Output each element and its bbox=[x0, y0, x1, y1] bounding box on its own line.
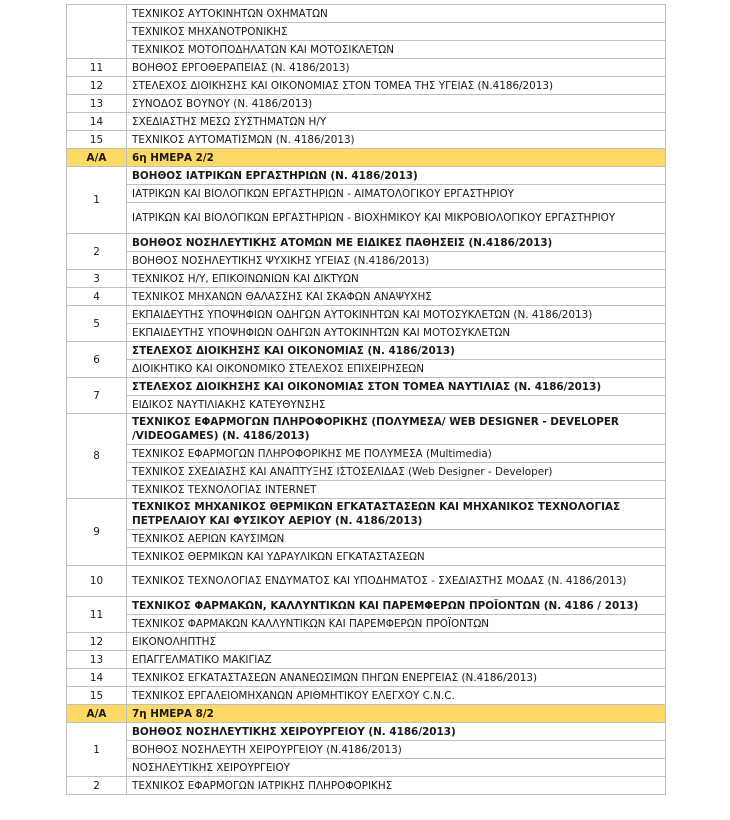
table-row bbox=[67, 41, 666, 59]
specialty-name: ΤΕΧΝΙΚΟΣ ΜΟΤΟΠΟΔΗΛΑΤΩΝ ΚΑΙ ΜΟΤΟΣΙΚΛΕΤΩΝ bbox=[127, 41, 666, 59]
row-number: 2 bbox=[67, 234, 127, 270]
table-row bbox=[67, 548, 666, 566]
table-row bbox=[67, 566, 666, 597]
table-row bbox=[67, 414, 666, 445]
table-row bbox=[67, 131, 666, 149]
table-row bbox=[67, 203, 666, 234]
table-row bbox=[67, 759, 666, 777]
row-number: 5 bbox=[67, 306, 127, 342]
row-number: 3 bbox=[67, 270, 127, 288]
specialty-name: ΒΟΗΘΟΣ ΕΡΓΟΘΕΡΑΠΕΙΑΣ (Ν. 4186/2013) bbox=[127, 59, 666, 77]
row-number: 13 bbox=[67, 651, 127, 669]
specialty-name: ΤΕΧΝΙΚΟΣ ΤΕΧΝΟΛΟΓΙΑΣ ΕΝΔΥΜΑΤΟΣ ΚΑΙ ΥΠΟΔΗΜΑΤΟΣ - ΣΧΕΔΙΑΣΤΗΣ ΜΟΔΑΣ (Ν. 4186/2013) bbox=[127, 566, 666, 597]
table-row bbox=[67, 615, 666, 633]
table-row bbox=[67, 288, 666, 306]
specialty-name: ΕΙΔΙΚΟΣ ΝΑΥΤΙΛΙΑΚΗΣ ΚΑΤΕΥΘΥΝΣΗΣ bbox=[127, 396, 666, 414]
row-number: 8 bbox=[67, 414, 127, 499]
row-number: 11 bbox=[67, 59, 127, 77]
specialty-title: ΣΤΕΛΕΧΟΣ ΔΙΟΙΚΗΣΗΣ ΚΑΙ ΟΙΚΟΝΟΜΙΑΣ (Ν. 4186/2013) bbox=[127, 342, 666, 360]
row-number: 7 bbox=[67, 378, 127, 414]
row-number: 13 bbox=[67, 95, 127, 113]
table-row bbox=[67, 342, 666, 360]
specialty-name: ΣΤΕΛΕΧΟΣ ΔΙΟΙΚΗΣΗΣ ΚΑΙ ΟΙΚΟΝΟΜΙΑΣ ΣΤΟΝ ΤΟΜΕΑ ΤΗΣ ΥΓΕΙΑΣ (Ν.4186/2013) bbox=[127, 77, 666, 95]
row-number: 2 bbox=[67, 777, 127, 795]
specialty-name: ΒΟΗΘΟΣ ΝΟΣΗΛΕΥΤΙΚΗΣ ΨΥΧΙΚΗΣ ΥΓΕΙΑΣ (Ν.4186/2013) bbox=[127, 252, 666, 270]
day-header-row bbox=[67, 705, 666, 723]
day-title: 7η ΗΜΕΡΑ 8/2 bbox=[127, 705, 666, 723]
table-row bbox=[67, 324, 666, 342]
specialty-name: ΤΕΧΝΙΚΟΣ ΦΑΡΜΑΚΩΝ ΚΑΛΛΥΝΤΙΚΩΝ ΚΑΙ ΠΑΡΕΜΦΕΡΩΝ ΠΡΟΪΟΝΤΩΝ bbox=[127, 615, 666, 633]
row-number: 15 bbox=[67, 687, 127, 705]
table-row bbox=[67, 499, 666, 530]
specialty-name: ΕΚΠΑΙΔΕΥΤΗΣ ΥΠΟΨΗΦΙΩΝ ΟΔΗΓΩΝ ΑΥΤΟΚΙΝΗΤΩΝ ΚΑΙ ΜΟΤΟΣΥΚΛΕΤΩΝ bbox=[127, 324, 666, 342]
specialty-name: ΣΥΝΟΔΟΣ ΒΟΥΝΟΥ (Ν. 4186/2013) bbox=[127, 95, 666, 113]
specialty-title: ΤΕΧΝΙΚΟΣ ΦΑΡΜΑΚΩΝ, ΚΑΛΛΥΝΤΙΚΩΝ ΚΑΙ ΠΑΡΕΜΦΕΡΩΝ ΠΡΟΪΟΝΤΩΝ (Ν. 4186 / 2013) bbox=[127, 597, 666, 615]
specialty-name: ΤΕΧΝΙΚΟΣ ΤΕΧΝΟΛΟΓΙΑΣ INTERNET bbox=[127, 481, 666, 499]
table-row bbox=[67, 167, 666, 185]
row-number: 12 bbox=[67, 633, 127, 651]
specialty-name: ΤΕΧΝΙΚΟΣ ΣΧΕΔΙΑΣΗΣ ΚΑΙ ΑΝΑΠΤΥΞΗΣ ΙΣΤΟΣΕΛΙΔΑΣ (Web Designer - Developer) bbox=[127, 463, 666, 481]
day-header-row bbox=[67, 149, 666, 167]
row-number: 11 bbox=[67, 597, 127, 633]
specialties-table bbox=[66, 4, 666, 795]
specialty-name: ΤΕΧΝΙΚΟΣ ΑΥΤΟΜΑΤΙΣΜΩΝ (Ν. 4186/2013) bbox=[127, 131, 666, 149]
row-number: 1 bbox=[67, 723, 127, 777]
specialty-title: ΣΤΕΛΕΧΟΣ ΔΙΟΙΚΗΣΗΣ ΚΑΙ ΟΙΚΟΝΟΜΙΑΣ ΣΤΟΝ ΤΟΜΕΑ ΝΑΥΤΙΛΙΑΣ (Ν. 4186/2013) bbox=[127, 378, 666, 396]
row-number bbox=[67, 5, 127, 59]
table-row bbox=[67, 633, 666, 651]
specialty-name: ΝΟΣΗΛΕΥΤΙΚΗΣ ΧΕΙΡΟΥΡΓΕΙΟΥ bbox=[127, 759, 666, 777]
aa-header: Α/Α bbox=[67, 149, 127, 167]
row-number: 10 bbox=[67, 566, 127, 597]
row-number: 9 bbox=[67, 499, 127, 566]
table-row bbox=[67, 597, 666, 615]
table-row bbox=[67, 234, 666, 252]
specialty-title: ΒΟΗΘΟΣ ΝΟΣΗΛΕΥΤΙΚΗΣ ΧΕΙΡΟΥΡΓΕΙΟΥ (Ν. 4186/2013) bbox=[127, 723, 666, 741]
table-row bbox=[67, 396, 666, 414]
specialty-name: ΤΕΧΝΙΚΟΣ ΜΗΧΑΝΩΝ ΘΑΛΑΣΣΗΣ ΚΑΙ ΣΚΑΦΩΝ ΑΝΑΨΥΧΗΣ bbox=[127, 288, 666, 306]
row-number: 14 bbox=[67, 669, 127, 687]
specialty-title: ΤΕΧΝΙΚΟΣ ΕΦΑΡΜΟΓΩΝ ΠΛΗΡΟΦΟΡΙΚΗΣ (ΠΟΛΥΜΕΣΑ/ WEB DESIGNER - DEVELOPER /VIDEOGAMES) (Ν. 4186/2013) bbox=[127, 414, 666, 445]
specialty-name: ΤΕΧΝΙΚΟΣ ΕΦΑΡΜΟΓΩΝ ΠΛΗΡΟΦΟΡΙΚΗΣ ΜΕ ΠΟΛΥΜΕΣΑ (Multimedia) bbox=[127, 445, 666, 463]
table-row bbox=[67, 252, 666, 270]
table-row bbox=[67, 23, 666, 41]
specialty-name: ΙΑΤΡΙΚΩΝ ΚΑΙ ΒΙΟΛΟΓΙΚΩΝ ΕΡΓΑΣΤΗΡΙΩΝ - ΒΙΟΧΗΜΙΚΟΥ ΚΑΙ ΜΙΚΡΟΒΙΟΛΟΓΙΚΟΥ ΕΡΓΑΣΤΗΡΙΟΥ bbox=[127, 203, 666, 234]
row-number: 1 bbox=[67, 167, 127, 234]
specialty-title: ΒΟΗΘΟΣ ΝΟΣΗΛΕΥΤΙΚΗΣ ΑΤΟΜΩΝ ΜΕ ΕΙΔΙΚΕΣ ΠΑΘΗΣΕΙΣ (Ν.4186/2013) bbox=[127, 234, 666, 252]
table-row bbox=[67, 777, 666, 795]
table-row bbox=[67, 481, 666, 499]
specialty-name: ΙΑΤΡΙΚΩΝ ΚΑΙ ΒΙΟΛΟΓΙΚΩΝ ΕΡΓΑΣΤΗΡΙΩΝ - ΑΙΜΑΤΟΛΟΓΙΚΟΥ ΕΡΓΑΣΤΗΡΙΟΥ bbox=[127, 185, 666, 203]
specialty-name: ΤΕΧΝΙΚΟΣ ΘΕΡΜΙΚΩΝ ΚΑΙ ΥΔΡΑΥΛΙΚΩΝ ΕΓΚΑΤΑΣΤΑΣΕΩΝ bbox=[127, 548, 666, 566]
row-number: 15 bbox=[67, 131, 127, 149]
table-row bbox=[67, 669, 666, 687]
specialty-name: ΕΙΚΟΝΟΛΗΠΤΗΣ bbox=[127, 633, 666, 651]
row-number: 14 bbox=[67, 113, 127, 131]
table-row bbox=[67, 113, 666, 131]
table-row bbox=[67, 687, 666, 705]
specialty-name: ΤΕΧΝΙΚΟΣ Η/Υ, ΕΠΙΚΟΙΝΩΝΙΩΝ ΚΑΙ ΔΙΚΤΥΩΝ bbox=[127, 270, 666, 288]
specialty-name: ΕΚΠΑΙΔΕΥΤΗΣ ΥΠΟΨΗΦΙΩΝ ΟΔΗΓΩΝ ΑΥΤΟΚΙΝΗΤΩΝ ΚΑΙ ΜΟΤΟΣΥΚΛΕΤΩΝ (Ν. 4186/2013) bbox=[127, 306, 666, 324]
specialty-name: ΤΕΧΝΙΚΟΣ ΕΦΑΡΜΟΓΩΝ ΙΑΤΡΙΚΗΣ ΠΛΗΡΟΦΟΡΙΚΗΣ bbox=[127, 777, 666, 795]
table-row bbox=[67, 77, 666, 95]
specialty-title: ΒΟΗΘΟΣ ΙΑΤΡΙΚΩΝ ΕΡΓΑΣΤΗΡΙΩΝ (Ν. 4186/2013) bbox=[127, 167, 666, 185]
specialty-name: ΤΕΧΝΙΚΟΣ ΕΓΚΑΤΑΣΤΑΣΕΩΝ ΑΝΑΝΕΩΣΙΜΩΝ ΠΗΓΩΝ ΕΝΕΡΓΕΙΑΣ (Ν.4186/2013) bbox=[127, 669, 666, 687]
specialty-name: ΤΕΧΝΙΚΟΣ ΑΥΤΟΚΙΝΗΤΩΝ ΟΧΗΜΑΤΩΝ bbox=[127, 5, 666, 23]
table-row bbox=[67, 463, 666, 481]
specialty-name: ΣΧΕΔΙΑΣΤΗΣ ΜΕΣΩ ΣΥΣΤΗΜΑΤΩΝ Η/Υ bbox=[127, 113, 666, 131]
table-row bbox=[67, 741, 666, 759]
table-row bbox=[67, 306, 666, 324]
specialty-name: ΕΠΑΓΓΕΛΜΑΤΙΚΟ ΜΑΚΙΓΙΑΖ bbox=[127, 651, 666, 669]
table-row bbox=[67, 378, 666, 396]
row-number: 6 bbox=[67, 342, 127, 378]
table-row bbox=[67, 270, 666, 288]
table-row bbox=[67, 185, 666, 203]
table-row bbox=[67, 95, 666, 113]
aa-header: Α/Α bbox=[67, 705, 127, 723]
row-number: 12 bbox=[67, 77, 127, 95]
table-row bbox=[67, 651, 666, 669]
specialty-name: ΤΕΧΝΙΚΟΣ ΕΡΓΑΛΕΙΟΜΗΧΑΝΩΝ ΑΡΙΘΜΗΤΙΚΟΥ ΕΛΕΓΧΟΥ C.N.C. bbox=[127, 687, 666, 705]
day-title: 6η ΗΜΕΡΑ 2/2 bbox=[127, 149, 666, 167]
table-row bbox=[67, 59, 666, 77]
specialty-name: ΤΕΧΝΙΚΟΣ ΑΕΡΙΩΝ ΚΑΥΣΙΜΩΝ bbox=[127, 530, 666, 548]
specialty-name: ΒΟΗΘΟΣ ΝΟΣΗΛΕΥΤΗ ΧΕΙΡΟΥΡΓΕΙΟΥ (Ν.4186/2013) bbox=[127, 741, 666, 759]
table-row bbox=[67, 360, 666, 378]
specialty-name: ΤΕΧΝΙΚΟΣ ΜΗΧΑΝΟΤΡΟΝΙΚΗΣ bbox=[127, 23, 666, 41]
table-row bbox=[67, 723, 666, 741]
table-row bbox=[67, 445, 666, 463]
row-number: 4 bbox=[67, 288, 127, 306]
table-row bbox=[67, 5, 666, 23]
table-row bbox=[67, 530, 666, 548]
specialty-title: ΤΕΧΝΙΚΟΣ ΜΗΧΑΝΙΚΟΣ ΘΕΡΜΙΚΩΝ ΕΓΚΑΤΑΣΤΑΣΕΩΝ ΚΑΙ ΜΗΧΑΝΙΚΟΣ ΤΕΧΝΟΛΟΓΙΑΣ ΠΕΤΡΕΛΑΙΟΥ ΚΑΙ ΦΥΣΙΚΟΥ ΑΕΡΙΟΥ (Ν. 4186/2013) bbox=[127, 499, 666, 530]
specialty-name: ΔΙΟΙΚΗΤΙΚΟ ΚΑΙ ΟΙΚΟΝΟΜΙΚΟ ΣΤΕΛΕΧΟΣ ΕΠΙΧΕΙΡΗΣΕΩΝ bbox=[127, 360, 666, 378]
